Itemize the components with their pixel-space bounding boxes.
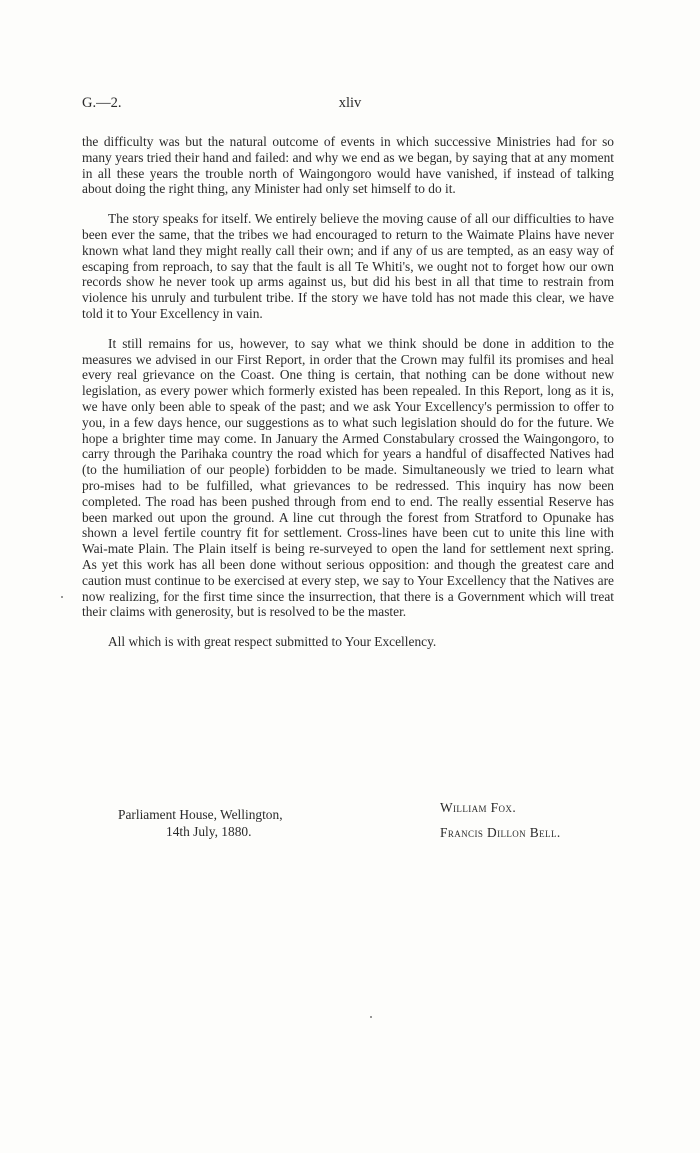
paragraph-story: The story speaks for itself. We entirely believe the moving cause of all our difficulties to have been ever the same, that the tribes we had encouraged to return to the Waimate Plains have never known what land they might really call their own; and if any of us are tempted, as an easy way of escaping from reproach, to say that the fault is all Te Whiti's, we ought not to forget how our own records show he never took up arms against us, but did his best in all that time to restrain from violence his unruly and turbulent tribe. If the story we have told has not made this clear, we have told it to Your Excellency in vain. xyxy=(82,211,614,321)
page-number: xliv xyxy=(338,95,362,111)
paragraph-remains: It still remains for us, however, to say what we think should be done in addition to the measures we advised in our First Report, in order that the Crown may fulfil its promises and heal every real grievance on the Coast. One thing is certain, that nothing can be done without new legislation, as every power which formerly existed has been repealed. In this Report, long as it is, we have only been able to speak of the past; and we ask Your Excellency's permission to offer to you, in a few days hence, our suggestions as to what such legislation should do for the future. We hope a brighter time may come. In January the Armed Constabulary crossed the Waingongoro, to carry through the Parihaka country the road which for years a handful of disaffected Natives had (to the humiliation of our people) forbidden to be made. Simultaneously we tried to learn what pro-mises had to be fulfilled, what grievances to be redressed. This inquiry has now been completed. The road has been pushed through from end to end. The really essential Reserve has been marked out upon the ground. A line cut through the forest from Stratford to Opunake has shown a level fertile country fit for settlement. Cross-lines have been cut to unite this line with Wai-mate Plain. The Plain itself is being re-surveyed to open the land for settlement next spring. As yet this work has all been done without serious opposition: and though the greatest care and caution must continue to be exercised at every step, we say to Your Excellency that the Natives are now realizing, for the first time since the insurrection, that there is a Government which will treat their claims with generosity, but is resolved to be the master. xyxy=(82,335,614,620)
place-line: Parliament House, Wellington, xyxy=(118,807,283,822)
signature-william-fox: William Fox. xyxy=(440,800,517,815)
signature-block xyxy=(440,795,561,845)
signature-francis-dillon-bell: Francis Dillon Bell. xyxy=(440,825,561,840)
margin-speck xyxy=(61,596,63,598)
page-header xyxy=(82,95,618,115)
report-body xyxy=(82,134,614,650)
paragraph-continuation: the difficulty was but the natural outcome of events in which successive Ministries had for so many years tried their hand and failed: and why we end as we began, by saying that at any moment in all these years the trouble north of Waingongoro would have vanished, if instead of talking about doing the right thing, any Minister had only set himself to do it. xyxy=(82,134,614,197)
page-speck xyxy=(370,1016,372,1018)
closing-statement: All which is with great respect submitted to Your Excellency. xyxy=(108,634,437,650)
place-and-date xyxy=(118,806,283,840)
date-line: 14th July, 1880. xyxy=(166,824,252,839)
page-reference: G.—2. xyxy=(82,95,122,111)
